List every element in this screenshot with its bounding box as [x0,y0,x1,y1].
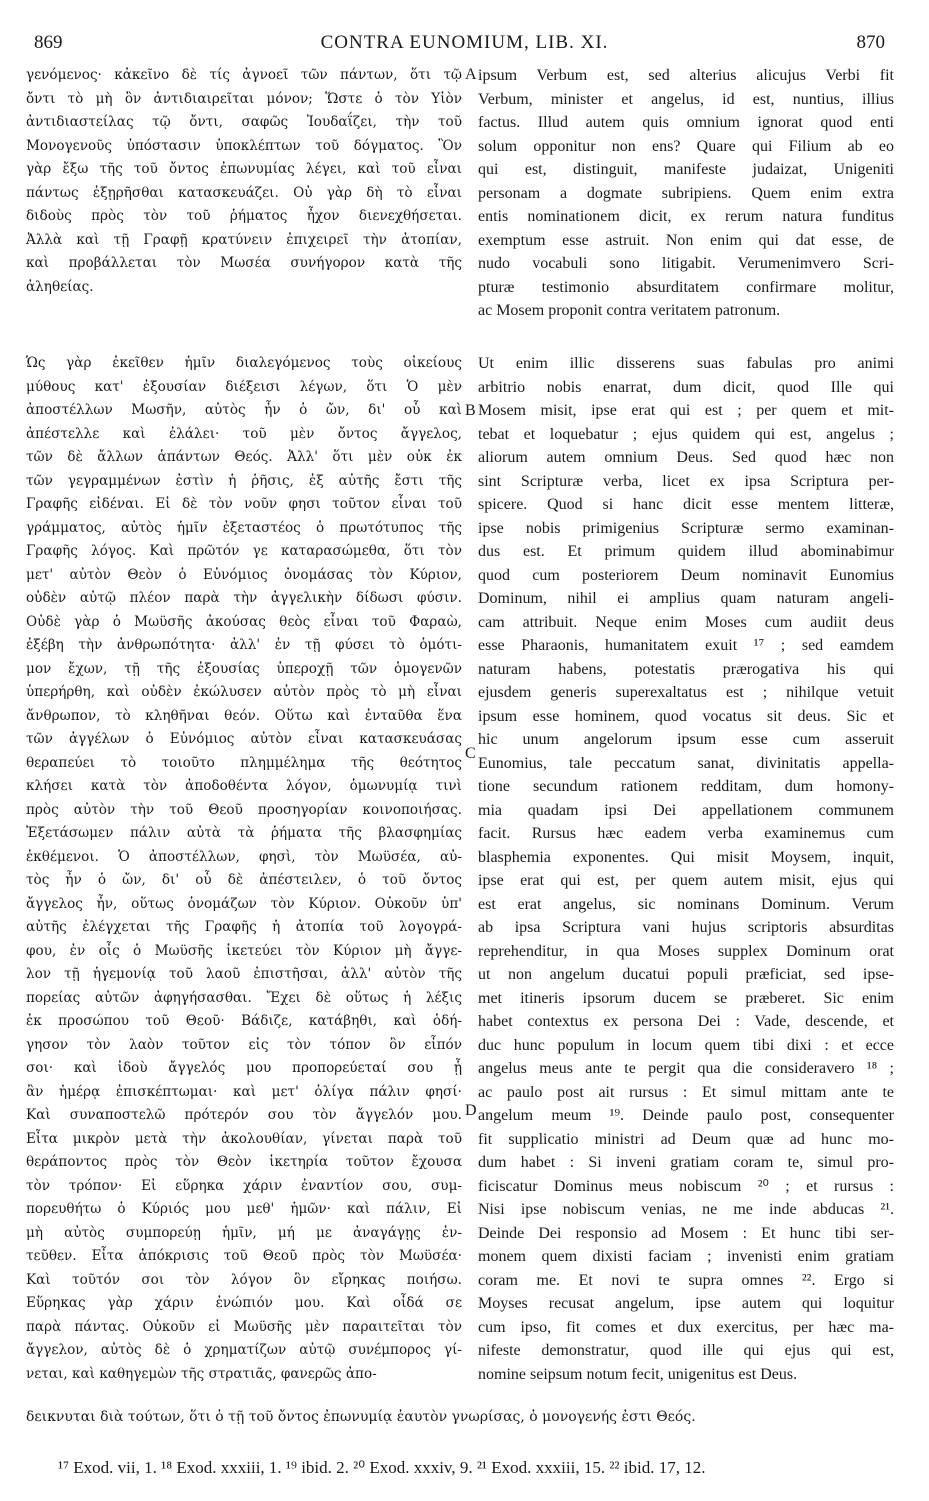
text-line: ἄγγελος ἦν, οὕτως ὀνομάζων τὸν Κύριον. Οὐκοῦν ὑπ' [26,895,462,912]
text-line: τῶν δὲ ἄλλων ἁπάντων Θεός. Ἀλλ' ὅτι μὲν οὐκ ἐκ [26,449,462,465]
text-line: mia quadam ipsi Dei appellationem communem [478,801,894,819]
text-line: met itineris ipsorum ducem se præberet. Sic enim [478,989,894,1007]
text-line: personam a dogmate subripiens. Quem enim extra [478,184,894,202]
text-line: ἄνθρωπον, τὸ κληθῆναι θεόν. Οὕτω καὶ ἐνταῦθα ἕνα [26,707,462,724]
text-line: Εἶτα μικρὸν μετὰ τὴν ἀκολουθίαν, γίνεται παρὰ τοῦ [26,1130,462,1147]
text-line: tebat et loquebatur ; ejus quidem qui est, angelus ; [478,425,894,443]
text-line: dus est. Et primum quidem illud abominabimur [478,543,894,560]
text-line: Εὕρηκας γὰρ χάριν ἐνώπιόν μου. Καὶ οἶδά σε [26,1295,462,1311]
text-line: ac Mosem proponit contra veritatem patronum. [478,302,781,319]
text-line: ὑπερήρθη, καὶ οὐδὲν ἐκώλυσεν αὐτὸν πρὸς τὸ μὴ εἶναι [26,684,462,700]
text-line: μὴ αὐτὸς συμπορεύῃ ἡμῖν, μή με ἀναγάγῃς ἐν- [26,1224,462,1241]
page-number-right: 870 [856,32,885,53]
closing-line: δεικνυται διὰ τούτων, ὅτι ὁ τῇ τοῦ ὄντος ἐπωνυμίᾳ ἑαυτὸν γνωρίσας, ὁ μονογενής ἐστι Θεός. [26,1409,696,1425]
margin-mark-c: C [465,745,476,762]
text-line: Mosem misit, ipse erat qui est ; per quem et mit- [478,402,894,419]
text-line: ἐκθέμενοι. Ὁ ἀποστέλλων, φησὶ, τὸν Μωϋσέα, αὐ- [26,848,462,865]
text-line: μύθους κατ' ἐξουσίαν διέξεισι λέγων, ὅτι Ὁ μὲν [26,378,462,395]
text-line: aliorum autem omnium Deus. Sed quod hæc non [478,449,894,466]
text-line: διδοὺς πρὸς τὸν τοῦ ῥήματος ἦχον διενεχθήσεται. [26,208,462,224]
text-line: qui est, distinguit, manifeste judaizat, Unigeniti [478,161,894,178]
text-line: Ὡς γὰρ ἐκεῖθεν ἡμῖν διαλεγόμενος τοὺς οἰκείους [26,355,462,371]
text-line: ἂν ἡμέρᾳ ἐπισκέπτωμαι· καὶ μετ' ὀλίγα πάλιν φησί· [26,1083,462,1100]
text-line: Nisi ipse nobiscum venias, ne me inde abducas ²¹. [478,1201,894,1218]
text-line: κλήσει κατὰ τὸν ἀποδοθέντα λόγον, ὁμωνυμίᾳ τινὶ [26,778,462,794]
text-line: reprehenditur, in qua Moses supplex Dominum orat [478,942,894,960]
text-line: ipse erat qui est, per quem autem misit, ejus qui [478,872,894,889]
text-line: blasphemia exponentes. Qui misit Moysem, inquit, [478,848,894,866]
text-line: naturam habens, potestatis prærogativa his qui [478,660,894,678]
text-line: ἀπέστελλε καὶ ἐλάλει· τοῦ μὲν ὄντος ἄγγελος, [26,425,462,442]
margin-mark-d: D [465,1102,477,1119]
text-line: καὶ προβάλλεται τὸν Μωσέα συνήγορον κατὰ τῆς [26,255,462,271]
text-line: quod cum posteriorem Deum nominavit Eunomius [478,566,894,584]
greek-column-main [26,352,462,1386]
text-line: nifeste demonstratur, quod ille qui ejus qui est, [478,1342,894,1359]
text-line: σοι· καὶ ἰδοὺ ἄγγελός μου προπορεύεταί σου ᾗ [26,1060,462,1076]
text-line: fit supplicatio ministri ad Deum quæ ad hunc mo- [478,1130,894,1148]
text-line: ἄγγελον, αὐτὸς δὲ ὁ χρηματίζων αὐτῷ συνέμπορος γί- [26,1342,462,1358]
margin-mark-a: A [465,66,477,83]
text-line: entis nominationem dicit, ex rerum natura funditus [478,208,894,225]
text-line: γράμματος, αὐτὸς ἡμῖν ἐξεταστέος ὁ πρωτότυπος τῆς [26,519,462,536]
text-line: τῶν γεγραμμένων ἐστὶν ἡ ῥῆσις, ἐξ αὐτῆς ἔστι τῆς [26,472,462,489]
text-line: τῶν ἀγγέλων ὁ Εὐνόμιος αὐτὸν εἶναι κατασκευάσας [26,731,462,747]
text-line: cum ipso, fit comes et dux exercitus, per hæc ma- [478,1318,894,1336]
text-line: πορείας αὐτῶν ἀφηγήσασθαι. Ἔχει δὲ οὕτως ἡ λέξις [26,989,462,1006]
text-line: Dominum, nihil ei amplius quam naturam angeli- [478,590,894,607]
text-line: tione secundum rationem redditam, dum homony- [478,778,894,795]
text-line: ipsum Verbum est, sed alterius alicujus Verbi fit [478,67,894,84]
text-line: angelum meum ¹⁹. Deinde paulo post, consequenter [478,1107,894,1124]
text-line: duc hunc populum in locum quem tibi dixi : et ecce [478,1036,894,1054]
text-line: Καὶ συναποστελῶ πρότερόν σου τὸν ἄγγελόν μου. [26,1107,462,1123]
text-line: Ἐξετάσωμεν πάλιν αὐτὰ τὰ ῥήματα τῆς βλασφημίας [26,825,462,841]
greek-column-top [26,64,462,299]
text-line: γενόμενος· κἀκεῖνο δὲ τίς ἀγνοεῖ τῶν πάντων, ὅτι τῷ [26,67,462,83]
text-line: γὰρ ἔξω τῆς τοῦ ὄντος ἐπωνυμίας λέγει, καὶ τοῦ εἶναι [26,161,462,177]
text-line: facit. Rursus hæc eadem verba examinemus cum [478,825,894,842]
text-line: θεράποντος πρὸς τὸν Θεὸν ἱκετηρία τοῦτον ἔχουσα [26,1154,462,1170]
running-title: CONTRA EUNOMIUM, LIB. XI. [320,32,609,53]
text-line: Καὶ τοῦτόν σοι τὸν λόγον ὃν εἴρηκας ποιήσω. [26,1271,462,1288]
text-line: φου, ἐν οἷς ὁ Μωϋσῆς ἱκετεύει τὸν Κύριον μὴ ἄγγε- [26,942,462,959]
text-line: ipse nobis primigenius Scripturæ sermo examinan- [478,519,894,537]
text-line: ἀντιδιαστείλας τῷ ὄντι, σαφῶς Ἰουδαΐζει, τὴν τοῦ [26,114,462,130]
text-line: habet contextus ex persona Dei : Vade, descende, et [478,1013,894,1030]
text-line: ἀληθείας. [26,278,94,295]
text-line: ἐξέβη τὴν ἀνθρωπότητα· ἀλλ' ἐν τῇ φύσει τὸ ὁμότι- [26,637,462,653]
text-line: Μονογενοῦς ὑπόστασιν ὑποκλέπτων τοῦ δόγματος. Ὃν [26,137,462,154]
margin-mark-b: B [465,402,476,419]
text-line: παρὰ πάντας. Οὐκοῦν εἰ Μωϋσῆς μὲν παραιτεῖται τὸν [26,1318,462,1335]
text-line: ficiscatur Dominus meus nobiscum ²⁰ ; et rursus : [478,1177,894,1195]
text-line: ipsum esse hominem, quod vocatus sit deus. Sic et [478,707,894,725]
text-line: γησον τὸν λαὸν τοῦτον εἰς τὸν τόπον ὃν εἶπόν [26,1036,462,1053]
text-line: θεραπεύει τὸ τοιοῦτο πλημμέλημα τῆς θεότητος [26,754,462,771]
latin-column-main [478,352,894,1386]
text-line: sint Scripturæ verba, licet ex ipsa Scriptura per- [478,472,894,490]
text-line: coram me. Et novi te supra omnes ²². Ergo si [478,1271,894,1289]
text-line: ὄντι τὸ μὴ ὂν ἀντιδιαιρεῖται μόνον; Ὥστε ὁ τὸν Υἱὸν [26,90,462,107]
text-line: ac paulo post ait rursus : Et simul mittam ante te [478,1083,894,1101]
text-line: Moyses recusat angelum, ipse autem qui loquitur [478,1295,894,1312]
text-line: monem quem dixisti faciam ; invenisti enim gratiam [478,1248,894,1265]
text-line: factus. Illud autem quis omnium ignorat quod enti [478,114,894,131]
text-line: πορευθήτω ὁ Κύριός μου μεθ' ἡμῶν· καὶ πάλιν, Εἰ [26,1201,462,1217]
text-line: Γραφῆς εἰδέναι. Εἰ δὲ τὸν νοῦν φησι τοῦτον εἶναι τοῦ [26,496,462,512]
text-line: ut non angelum ducatui populi præficiat, sed ipse- [478,966,894,983]
text-line: τὸν τρόπον· Εἰ εὕρηκα χάριν ἐναντίον σου, συμ- [26,1177,462,1194]
text-line: νεται, καὶ καθηγεμὼν τῆς στρατιᾶς, φανερῶς ἀπο- [26,1365,377,1382]
text-line: est erat angelus, sic nominans Dominum. Verum [478,895,894,913]
text-line: angelus meus ante te pergit qua die consideravero ¹⁸ ; [478,1060,894,1077]
text-line: πάντως ἐξῃρῆσθαι κατασκευάζει. Οὐ γὰρ δὴ τὸ εἶναι [26,184,462,201]
page-header [0,32,929,56]
text-line: Ut enim illic disserens suas fabulas pro animi [478,355,894,372]
text-line: Deinde Dei responsio ad Mosem : Et hunc tibi ser- [478,1224,894,1242]
text-line: nomine seipsum notum fecit, unigenitus est Deus. [478,1365,798,1383]
text-line: exemptum esse astruit. Non enim qui dat esse, de [478,231,894,249]
text-line: τὸς ἦν ὁ ὤν, δι' οὗ δὲ ἀπέστειλεν, ὁ τοῦ ὄντος [26,872,462,888]
text-line: cam attribuit. Neque enim Moses cum audiit deus [478,613,894,631]
text-line: solum opponitur non ens? Quare qui Filium ab eo [478,137,894,155]
text-line: arbitrio nobis enarrat, dum dicit, quod Ille qui [478,378,894,396]
latin-column-top [478,64,894,323]
text-line: Ἀλλὰ καὶ τῇ Γραφῇ κρατύνειν ἐπιχειρεῖ τὴν ἀτοπίαν, [26,231,462,248]
text-line: spicere. Quod si hanc dicit esse mentem litteræ, [478,496,894,513]
text-line: μετ' αὐτὸν Θεὸν ὁ Εὐνόμιος ὀνομάσας τὸν Κύριον, [26,566,462,583]
text-line: τεῦθεν. Εἶτα ἀπόκρισις τοῦ Θεοῦ πρὸς τὸν Μωϋσέα· [26,1248,462,1264]
text-line: πρὸς αὐτὸν τὴν τοῦ Θεοῦ προσηγορίαν κοινοποιήσας. [26,801,462,818]
text-line: αὐτῆς ἐλέγχεται τῆς Γραφῆς ἡ ἀτοπία τοῦ λογογρά- [26,919,462,935]
text-line: ejusdem generis superexaltatus est ; nihilque vetuit [478,684,894,701]
page-number-left: 869 [34,32,63,53]
text-line: nudo vocabuli sono litigabit. Verumenimvero Scri- [478,255,894,272]
text-line: Οὐδὲ γὰρ ὁ Μωϋσῆς ἀκούσας θεὸς εἶναι τοῦ Φαραὼ, [26,613,462,630]
text-line: pturæ testimonio absurditatem confirmare molitur, [478,278,894,296]
text-line: ἐκ προσώπου τοῦ Θεοῦ· Βάδιζε, κατάβηθι, καὶ ὁδή- [26,1013,462,1029]
text-line: ab ipsa Scriptura vani hujus scriptoris absurditas [478,919,894,936]
text-line: esse Pharaonis, humanitatem exuit ¹⁷ ; sed eamdem [478,637,894,654]
text-line: dum habet : Si inveni gratiam coram te, simul pro- [478,1154,894,1171]
text-line: Γραφῆς λόγος. Καὶ πρῶτόν γε καταρασώμεθα, ὅτι τὸν [26,543,462,559]
text-line: Eunomius, tale peccatum sanat, divinitatis appella- [478,754,894,772]
text-line: hic unum angelorum ipsum esse cum asseruit [478,731,894,748]
text-line: λον τῇ ἡγεμονίᾳ τοῦ λαοῦ ἐπιστῆσαι, ἀλλ' αὐτὸν τῆς [26,966,462,982]
text-line: οὐδὲν αὐτῷ πλέον παρὰ τὴν ἀγγελικὴν δίδωσι φύσιν. [26,590,462,606]
text-line: μον ἔχων, τῇ τῆς ἐξουσίας ὑπεροχῇ τῶν ὁμογενῶν [26,660,462,677]
text-line: ἀποστέλλων Μωσῆν, αὐτὸς ἦν ὁ ὤν, δι' οὗ καὶ [26,402,462,418]
footnotes: ¹⁷ Exod. vii, 1. ¹⁸ Exod. xxxiii, 1. ¹⁹ ibid. 2. ²⁰ Exod. xxxiv, 9. ²¹ Exod. xxxiii, 15. ²² ibid. 17, 12. [58,1458,706,1477]
text-line: Verbum, minister et angelus, id est, nuntius, illius [478,90,894,108]
